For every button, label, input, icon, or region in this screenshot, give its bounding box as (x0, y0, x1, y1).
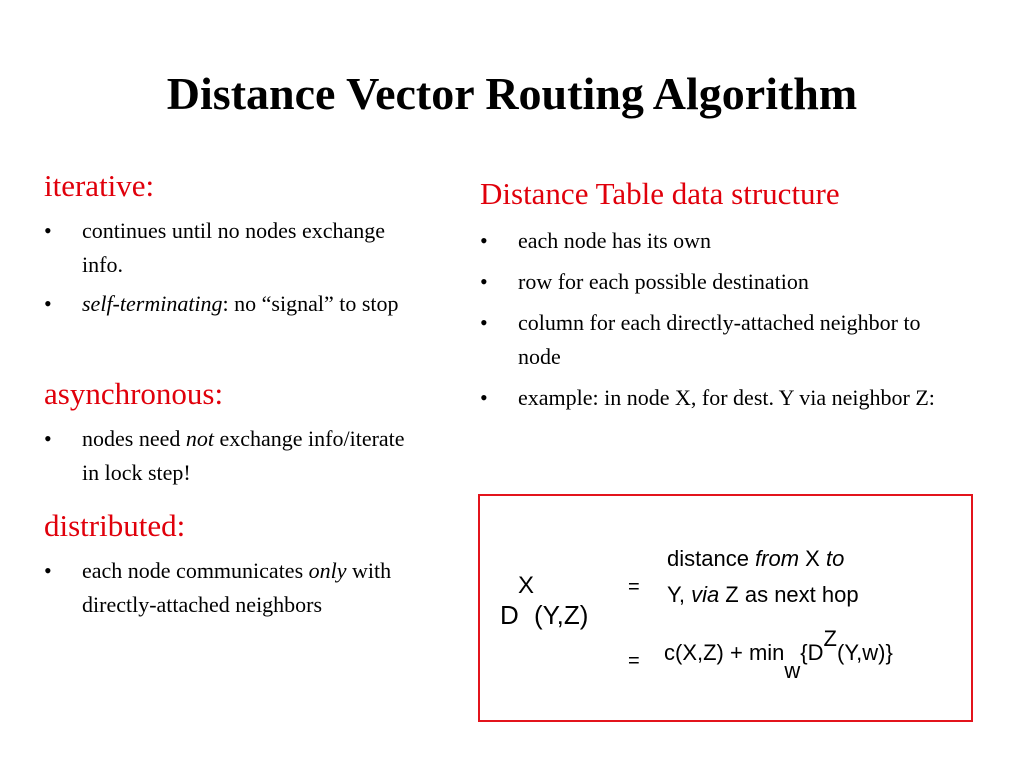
description-line-1 (667, 546, 844, 572)
iterative-bullets (44, 214, 424, 321)
bullet-column-text: column for each directly-attached neighbor to node (518, 310, 921, 369)
distributed-bullets (44, 554, 424, 622)
desc-part-1: distance (667, 546, 756, 571)
communicates-pre: each node communicates (82, 558, 309, 583)
self-terminating-rest: : no “signal” to stop (222, 291, 399, 316)
distributed-heading: distributed: (44, 508, 186, 543)
bullet-own (480, 224, 940, 258)
rhs-args: (Y,w)} (837, 640, 893, 665)
self-terminating-emphasis: self-terminating (82, 291, 223, 316)
bullet-example (480, 381, 940, 415)
bullet-row-text: row for each possible destination (518, 269, 809, 294)
desc-part-4: Z as next hop (719, 582, 859, 607)
lock-step-post: exchange info/iterate in lock step! (82, 426, 405, 485)
bullet-lock-step (44, 422, 424, 490)
equals-sign-1: = (628, 576, 640, 598)
iterative-heading: iterative: (44, 168, 155, 203)
bullet-continues-text: continues until no nodes exchange info. (82, 218, 386, 277)
equals-sign-2: = (628, 650, 640, 672)
iterative-section (44, 168, 424, 326)
desc-part-3: Y, (667, 582, 692, 607)
bullet-example-text: example: in node X, for dest. Y via neighbor Z: (518, 385, 935, 410)
bullet-self-terminating (44, 287, 424, 321)
not-emphasis: not (185, 426, 214, 451)
bullet-column (480, 306, 940, 374)
asynchronous-heading: asynchronous: (44, 376, 224, 411)
lhs-superscript: X (518, 572, 535, 599)
desc-to: to (825, 546, 845, 571)
bullet-row (480, 265, 940, 299)
rhs-subscript-w: w (784, 658, 801, 683)
only-emphasis: only (308, 558, 347, 583)
lhs-args: (Y,Z) (534, 600, 589, 630)
rhs-superscript-z: Z (823, 626, 837, 651)
rhs-cost-min: c(X,Z) + min (664, 640, 785, 665)
desc-from: from (755, 546, 800, 571)
distance-table-section (480, 176, 1000, 420)
rhs-expression (664, 626, 893, 683)
distance-table-bullets (480, 224, 940, 415)
asynchronous-section (44, 376, 424, 495)
communicates-post: with directly-attached neighbors (82, 558, 392, 617)
asynchronous-bullets (44, 422, 424, 490)
distance-table-heading: Distance Table data structure (480, 176, 840, 211)
slide-title: Distance Vector Routing Algorithm (166, 68, 858, 119)
bullet-own-text: each node has its own (518, 228, 712, 253)
distributed-section (44, 508, 424, 627)
desc-part-2: X (799, 546, 826, 571)
bullet-continues (44, 214, 424, 282)
bullet-communicates (44, 554, 424, 622)
lock-step-pre: nodes need (82, 426, 186, 451)
lhs-base: D (500, 600, 519, 630)
desc-via: via (691, 582, 720, 607)
description-line-2 (667, 582, 859, 608)
rhs-brace-d: {D (800, 640, 824, 665)
